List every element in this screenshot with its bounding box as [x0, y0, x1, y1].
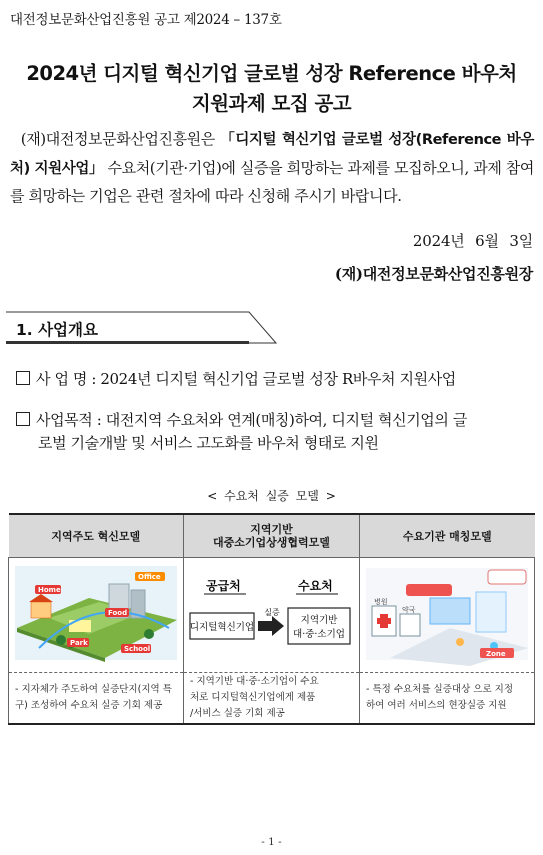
- checkbox-square-icon: [16, 371, 30, 385]
- description-line: 처로 디지털혁신기업에게 제품: [190, 692, 316, 703]
- intro-text-1: (재)대전정보문화산업진흥원은: [20, 130, 221, 148]
- map-label: Office: [138, 573, 161, 581]
- description-line: - 지자체가 주도하여 실증단지(지역 특: [15, 684, 172, 695]
- image-cell-regional: [9, 558, 184, 673]
- description-regional: [9, 673, 184, 725]
- description-line: - 특정 수요처를 실증대상 으로 지정: [366, 684, 514, 695]
- checkbox-square-icon: [16, 412, 30, 426]
- supply-demand-diagram: [184, 558, 360, 668]
- column-header-matching: 수요기관 매칭모델: [360, 514, 535, 558]
- organization-name: (재)대전정보문화산업진흥원장: [334, 265, 533, 283]
- bullet-text-continued: 로벌 기술개발 및 서비스 고도화를 바우처 형태로 지원: [38, 434, 379, 452]
- description-line: 구) 조성하여 수요처 실증 기회 제공: [15, 700, 163, 711]
- bullet-program-purpose: [16, 405, 536, 435]
- description-line: /서비스 실증 기회 제공: [190, 708, 285, 719]
- column-header-regional: 지역주도 혁신모델: [9, 514, 184, 558]
- description-cooperation: [184, 673, 360, 725]
- page-title-line1: 2024년 디지털 혁신기업 글로벌 성장 Reference 바우처: [26, 62, 517, 85]
- hospital-matching-illustration: [360, 558, 534, 668]
- map-label: Food: [108, 609, 128, 617]
- header-line: 대중소기업상생협력모델: [213, 536, 330, 549]
- bullet-text: 사업목적 : 대전지역 수요처와 연계(매칭)하여, 디지털 혁신기업의 글: [36, 411, 467, 429]
- description-line: 하여 여러 서비스의 현장실증 지원: [366, 700, 507, 711]
- bullet-text: 사 업 명 : 2024년 디지털 혁신기업 글로벌 성장 R바우처 지원사업: [36, 370, 456, 388]
- supplier-box-text: 디지털혁신기업: [189, 622, 255, 633]
- map-label: 약국: [402, 606, 416, 614]
- intro-text-2: 수요처(기관·기업)에 실증을 희망하는 과제를 모집하오니, 과제 참여를 희망하는 기업은 관련 절차에 따라 신청해 주시기 바랍니다.: [10, 158, 534, 205]
- demand-box-line: 대·중·소기업: [293, 629, 345, 640]
- notice-number: 대전정보문화산업진흥원 공고 제2024 – 137호: [10, 12, 282, 28]
- section-title: 1. 사업개요: [16, 321, 98, 339]
- intro-paragraph: [10, 126, 534, 211]
- map-label: Home: [38, 586, 61, 594]
- column-header-cooperation: [184, 514, 360, 558]
- description-matching: [360, 673, 535, 725]
- page-number: - 1 -: [261, 836, 282, 848]
- right-arrow-icon: [258, 616, 284, 636]
- demand-label: 수요처: [298, 579, 333, 593]
- map-label: Zone: [486, 650, 506, 658]
- bullet-program-name: [16, 364, 536, 394]
- header-line: 지역기반: [250, 523, 293, 536]
- supplier-label: 공급처: [206, 579, 241, 593]
- demand-box-line: 지역기반: [300, 615, 338, 626]
- map-label: 병원: [374, 598, 388, 606]
- announcement-date: 2024년 6월 3일: [412, 232, 533, 250]
- description-line: - 지역기반 대·중·소기업이 수요: [190, 676, 319, 687]
- map-label: Park: [70, 639, 88, 647]
- image-cell-matching: [360, 558, 535, 673]
- models-table: [8, 513, 535, 725]
- arrow-label: 실증: [264, 608, 280, 617]
- image-cell-cooperation: [184, 558, 360, 673]
- intro-program-name: 「디지털 혁신기업 글로벌 성장(Reference 바우처) 지원사업」: [10, 132, 534, 177]
- models-caption: < 수요처 실증 모델 >: [207, 489, 336, 503]
- map-label: School: [124, 645, 151, 653]
- smart-city-illustration: [9, 558, 183, 668]
- page-title-line2: 지원과제 모집 공고: [191, 92, 352, 115]
